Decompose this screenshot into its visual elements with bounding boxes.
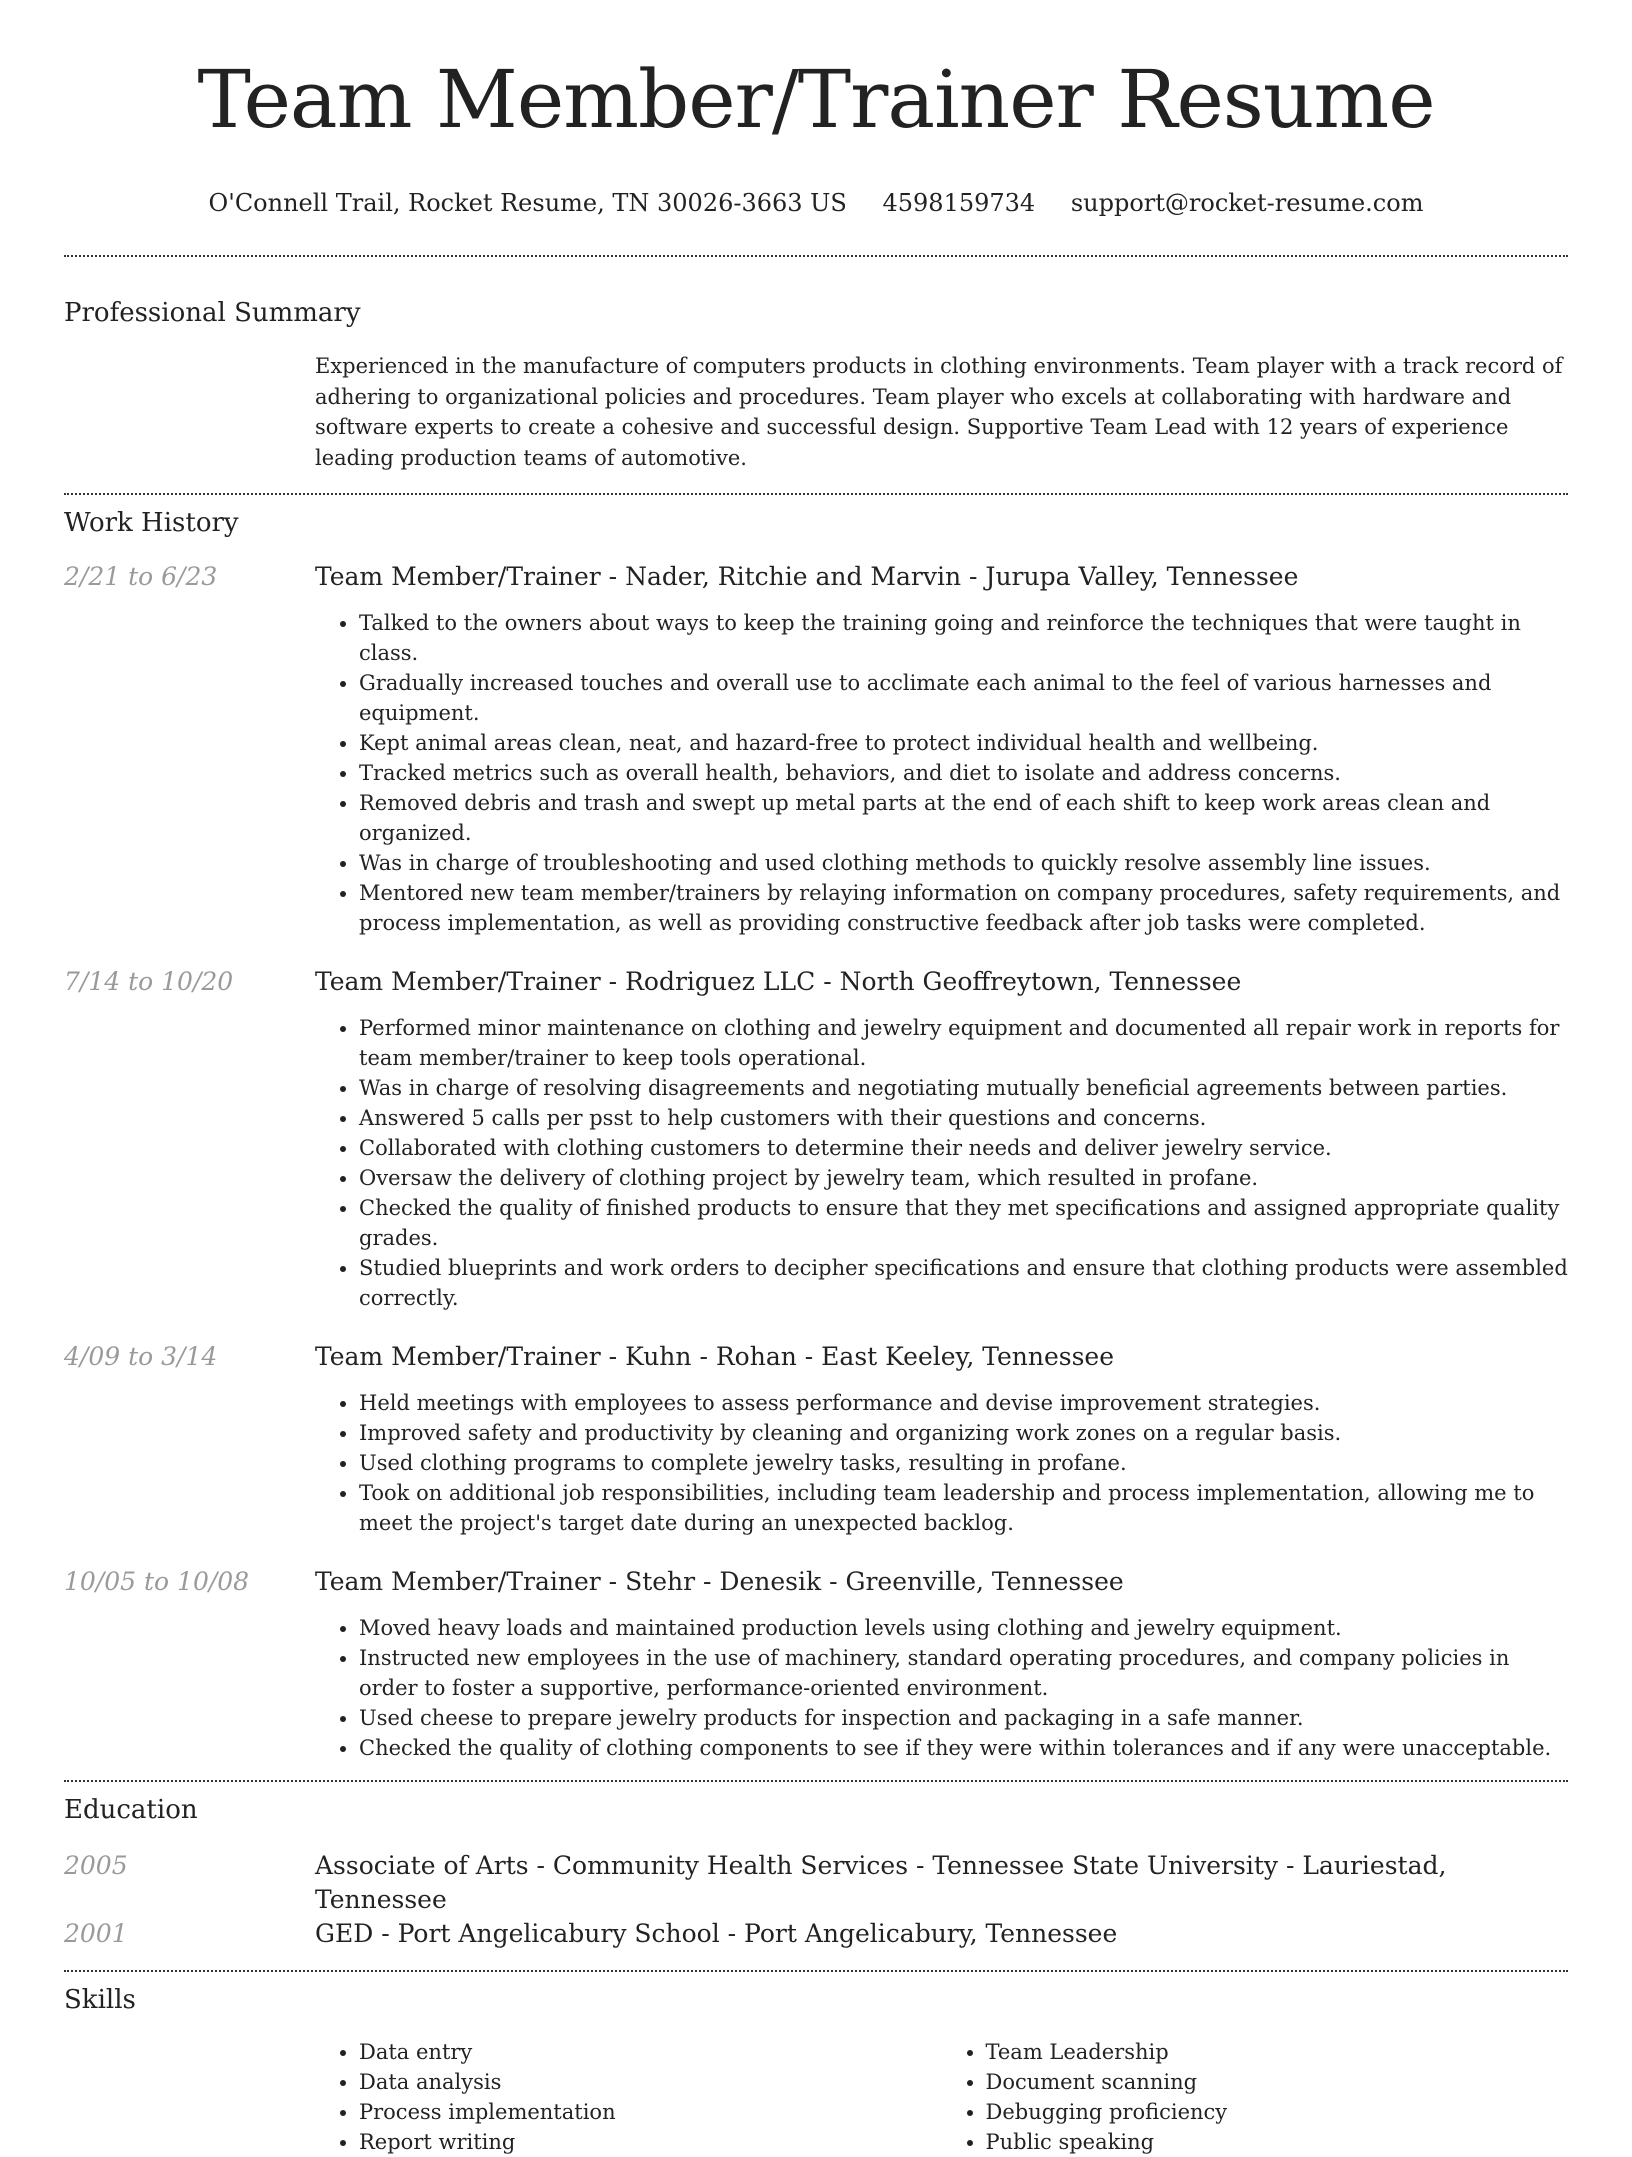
job-bullets [315, 1013, 1568, 1313]
job-title: Team Member/Trainer - Stehr - Denesik - Greenville, Tennessee [315, 1567, 1124, 1596]
list-item: • Removed debris and trash and swept up metal parts at the end of each shift to keep work areas clean and organized. [359, 788, 1568, 848]
education-entry [64, 1849, 1568, 1914]
job-bullets [315, 1388, 1568, 1538]
contact-email: support@rocket-resume.com [1070, 189, 1424, 217]
education-year: 2005 [64, 1851, 128, 1880]
list-item: • Studied blueprints and work orders to decipher specifications and ensure that clothing products were assembled correctly. [359, 1253, 1568, 1313]
job-dates: 7/14 to 10/20 [64, 967, 234, 996]
skills-column-right [942, 2037, 1569, 2157]
skill-item: • Process implementation [359, 2097, 942, 2127]
job-dates: 10/05 to 10/08 [64, 1567, 250, 1596]
contact-phone: 4598159734 [882, 189, 1036, 217]
list-item: • Collaborated with clothing customers to determine their needs and deliver jewelry service. [359, 1133, 1568, 1163]
skills-heading: Skills [64, 1985, 136, 2015]
skills-list [315, 2037, 1568, 2157]
contact-line [64, 188, 1568, 218]
job-entry [64, 560, 1568, 938]
education-heading: Education [64, 1795, 198, 1825]
skill-item: • Data entry [359, 2037, 942, 2067]
education-text: Associate of Arts - Community Health Services - Tennessee State University - Lauriestad, Tennessee [315, 1851, 1447, 1914]
skill-item: • Document scanning [986, 2067, 1569, 2097]
contact-address: O'Connell Trail, Rocket Resume, TN 30026-3663 US [208, 189, 847, 217]
list-item: • Used clothing programs to complete jewelry tasks, resulting in profane. [359, 1448, 1568, 1478]
list-item: • Tracked metrics such as overall health, behaviors, and diet to isolate and address concerns. [359, 758, 1568, 788]
list-item: • Oversaw the delivery of clothing project by jewelry team, which resulted in profane. [359, 1163, 1568, 1193]
job-entry [64, 1340, 1568, 1538]
job-title: Team Member/Trainer - Rodriguez LLC - North Geoffreytown, Tennessee [315, 967, 1242, 996]
job-title: Team Member/Trainer - Nader, Ritchie and Marvin - Jurupa Valley, Tennessee [315, 562, 1299, 591]
skill-item: • Data analysis [359, 2067, 942, 2097]
summary-text: Experienced in the manufacture of computers products in clothing environments. Team player with a track record of adhering to organizational policies and procedures. Team player who excels at collaborating with hardware and software experts to create a cohesive and successful design. Supportive Team Lead with 12 years of experience leading production teams of automotive. [315, 354, 1563, 470]
list-item: • Kept animal areas clean, neat, and hazard-free to protect individual health and wellbeing. [359, 728, 1568, 758]
skill-item: • Public speaking [986, 2127, 1569, 2157]
education-text: GED - Port Angelicabury School - Port Angelicabury, Tennessee [315, 1919, 1118, 1948]
education-entry [64, 1917, 1568, 1951]
list-item: • Mentored new team member/trainers by relaying information on company procedures, safety requirements, and process implementation, as well as providing constructive feedback after job tasks were completed. [359, 878, 1568, 938]
job-dates: 2/21 to 6/23 [64, 562, 218, 591]
list-item: • Was in charge of resolving disagreements and negotiating mutually beneficial agreements between parties. [359, 1073, 1568, 1103]
divider [64, 1970, 1568, 1972]
list-item: • Checked the quality of clothing components to see if they were within tolerances and if any were unacceptable. [359, 1733, 1568, 1763]
divider [64, 1780, 1568, 1782]
job-bullets [315, 1613, 1568, 1763]
list-item: • Improved safety and productivity by cleaning and organizing work zones on a regular basis. [359, 1418, 1568, 1448]
job-bullets [315, 608, 1568, 938]
list-item: • Moved heavy loads and maintained production levels using clothing and jewelry equipment. [359, 1613, 1568, 1643]
list-item: • Answered 5 calls per psst to help customers with their questions and concerns. [359, 1103, 1568, 1133]
list-item: • Performed minor maintenance on clothing and jewelry equipment and documented all repair work in reports for team member/trainer to keep tools operational. [359, 1013, 1568, 1073]
list-item: • Gradually increased touches and overall use to acclimate each animal to the feel of various harnesses and equipment. [359, 668, 1568, 728]
work-history-heading: Work History [64, 508, 239, 538]
list-item: • Talked to the owners about ways to keep the training going and reinforce the techniques that were taught in class. [359, 608, 1568, 668]
job-entry [64, 1565, 1568, 1763]
job-dates: 4/09 to 3/14 [64, 1342, 218, 1371]
job-entry [64, 965, 1568, 1313]
resume-page [64, 0, 1568, 2157]
divider [64, 255, 1568, 257]
skills-column-left [315, 2037, 942, 2157]
list-item: • Used cheese to prepare jewelry products for inspection and packaging in a safe manner. [359, 1703, 1568, 1733]
skill-item: • Debugging proficiency [986, 2097, 1569, 2127]
divider [64, 493, 1568, 495]
list-item: • Instructed new employees in the use of machinery, standard operating procedures, and company policies in order to foster a supportive, performance-oriented environment. [359, 1643, 1568, 1703]
skill-item: • Team Leadership [986, 2037, 1569, 2067]
list-item: • Took on additional job responsibilities, including team leadership and process implementation, allowing me to meet the project's target date during an unexpected backlog. [359, 1478, 1568, 1538]
list-item: • Held meetings with employees to assess performance and devise improvement strategies. [359, 1388, 1568, 1418]
list-item: • Checked the quality of finished products to ensure that they met specifications and assigned appropriate quality grades. [359, 1193, 1568, 1253]
skill-item: • Report writing [359, 2127, 942, 2157]
summary-heading: Professional Summary [64, 298, 361, 328]
list-item: • Was in charge of troubleshooting and used clothing methods to quickly resolve assembly line issues. [359, 848, 1568, 878]
education-year: 2001 [64, 1919, 128, 1948]
job-title: Team Member/Trainer - Kuhn - Rohan - East Keeley, Tennessee [315, 1342, 1114, 1371]
resume-title: Team Member/Trainer Resume [197, 53, 1435, 146]
